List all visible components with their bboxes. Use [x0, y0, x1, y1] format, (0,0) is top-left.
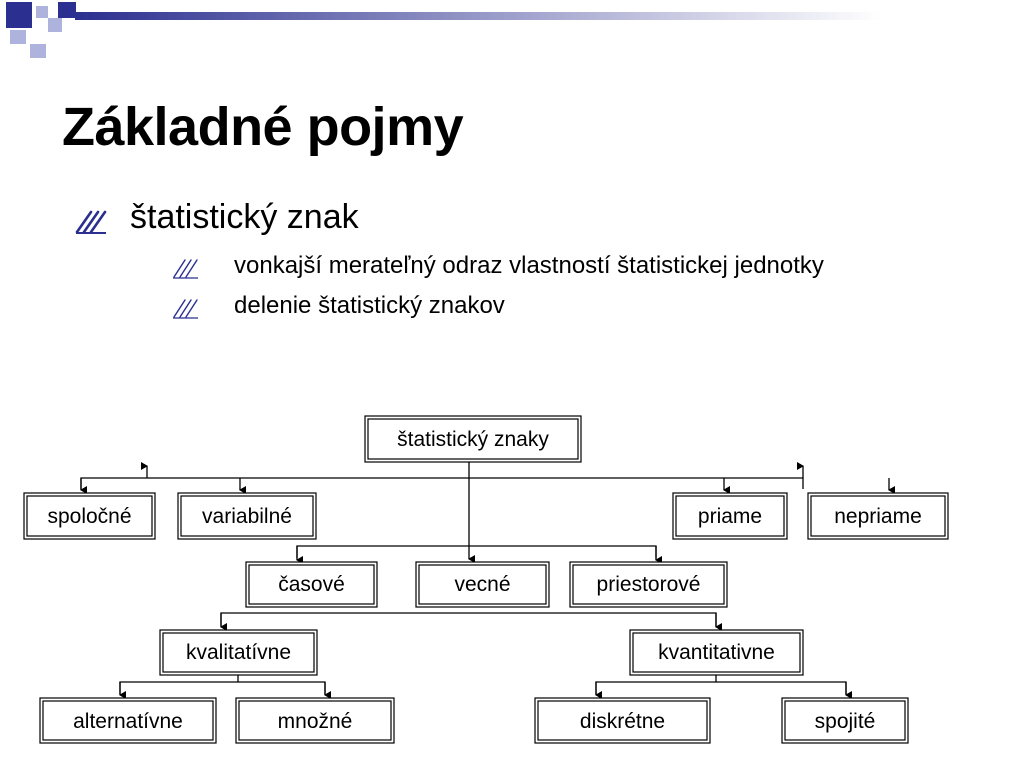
classification-diagram — [0, 400, 1024, 768]
node-label: nepriame — [834, 505, 922, 528]
node-label: štatistický znaky — [397, 428, 549, 451]
diagram-node — [535, 698, 710, 743]
diagram-node — [40, 698, 216, 743]
node-label: kvalitatívne — [185, 641, 292, 664]
node-label: vecné — [454, 573, 511, 596]
decor-square-light — [36, 6, 48, 18]
diagram-node — [782, 698, 908, 743]
diagram-node — [416, 562, 549, 607]
bullet-text: vonkajší merateľný odraz vlastností štatistickej jednotky — [234, 252, 824, 279]
node-label: časové — [278, 573, 345, 596]
diagram-node — [160, 630, 317, 675]
slide-header-band — [0, 0, 1024, 60]
diagram-node — [570, 562, 727, 607]
slide-title: Základné pojmy — [62, 97, 464, 157]
bullet-text: delenie štatistický znakov — [234, 292, 505, 319]
diagram-node — [630, 630, 803, 675]
diagram-node — [178, 493, 316, 539]
diagram-node — [808, 493, 948, 539]
node-label: množné — [277, 710, 353, 733]
node-label: spoločné — [47, 505, 132, 528]
node-label: priestorové — [596, 573, 701, 596]
node-label: variabilné — [202, 505, 292, 528]
node-label: diskrétne — [579, 710, 666, 733]
decor-square-dark — [6, 2, 32, 28]
diagram-node — [236, 698, 394, 743]
bullet-text: štatistický znak — [130, 198, 359, 236]
decor-square-light — [10, 30, 26, 44]
bullet-stripes-icon — [172, 256, 200, 280]
diagram-node-root — [365, 416, 581, 462]
node-label: kvantitativne — [658, 641, 775, 664]
diagram-node — [673, 493, 787, 539]
decor-square-light — [48, 18, 62, 32]
node-label: spojité — [814, 710, 876, 733]
node-label: alternatívne — [73, 710, 183, 733]
bullet-stripes-icon — [172, 296, 200, 320]
node-label: priame — [697, 505, 763, 528]
diagram-node — [24, 493, 155, 539]
decor-square-light — [30, 44, 46, 58]
decor-square-dark — [58, 2, 76, 18]
diagram-node — [246, 562, 377, 607]
bullet-stripes-icon — [75, 206, 109, 236]
